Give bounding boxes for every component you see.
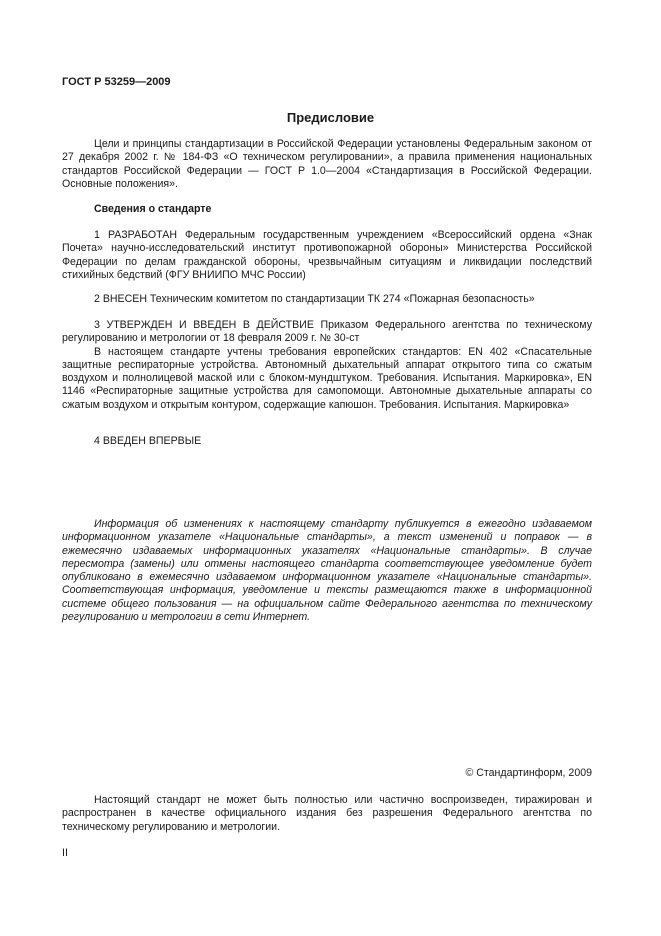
section-heading: Сведения о стандарте xyxy=(94,203,212,215)
intro-paragraph: Цели и принципы стандартизации в Российской Федерации установлены Федеральным законом от 27 декабря 2002 г. № 184-ФЗ «О техническом регулировании», а правила применения национальных стандартов Российской Федерации — ГОСТ Р 1.0—2004 «Стандартизация в Российской Федерации. Основные положения». xyxy=(62,138,592,190)
item-2 xyxy=(62,293,592,306)
page-title: Предисловие xyxy=(286,110,375,125)
item-3 xyxy=(62,319,592,412)
item-3-text: 3 УТВЕРЖДЕН И ВВЕДЕН В ДЕЙСТВИЕ Приказом Федерального агентства по техническому регулированию и метрологии от 18 февраля 2009 г. № 30-ст xyxy=(62,319,592,345)
item-3-note: В настоящем стандарте учтены требования европейских стандартов: EN 402 «Спасательные защитные респираторные устройства. Автономный дыхательный аппарат открытого типа со сжатым воздухом и полнолицевой маской или с блоком-мундштуком. Требования. Испытания. Маркировка», EN 1146 «Респираторные защитные устройства для самопомощи. Автономные дыхательные аппараты со сжатым воздухом и открытым контуром, содержащие капюшон. Требования. Испытания. Маркировка» xyxy=(62,345,592,411)
item-2-text: 2 ВНЕСЕН Техническим комитетом по стандартизации ТК 274 «Пожарная безопасность» xyxy=(94,293,535,305)
item-1 xyxy=(62,229,592,282)
reproduction-notice: Настоящий стандарт не может быть полностью или частично воспроизведен, тиражирован и распространен в качестве официального издания без разрешения Федерального агентства по техническому регулированию и метрологии. xyxy=(62,794,592,833)
standard-code: ГОСТ Р 53259—2009 xyxy=(62,76,171,88)
intro-section xyxy=(62,138,592,191)
info-notice: Информация об изменениях к настоящему стандарту публикуется в ежегодно издаваемом информационном указателе «Национальные стандарты», а текст изменений и поправок — в ежемесячно издаваемых информационных указателях «Национальные стандарты». В случае пересмотра (замены) или отмены настоящего стандарта соответствующее уведомление будет опубликовано в ежемесячно издаваемом информационном указателе «Национальные стандарты». Соответствующая информация, уведомление и тексты размещаются также в информационной системе общего пользования — на официальном сайте Федерального агентства по техническому регулированию и метрологии в сети Интернет. xyxy=(62,518,592,624)
info-notice-section xyxy=(62,518,592,624)
item-4-text: 4 ВВЕДЕН ВПЕРВЫЕ xyxy=(94,435,202,447)
copyright: © Стандартинформ, 2009 xyxy=(465,767,592,779)
page-number: II xyxy=(62,847,68,859)
reproduction-section xyxy=(62,794,592,834)
item-1-text: 1 РАЗРАБОТАН Федеральным государственным учреждением «Всероссийский ордена «Знак Почета» научно-исследовательский институт противопожарной обороны» Министерства Российской Федерации по делам гражданской обороны, чрезвычайным ситуациям и ликвидации последствий стихийных бедствий (ФГУ ВНИИПО МЧС России) xyxy=(62,229,592,281)
item-4 xyxy=(62,435,592,448)
